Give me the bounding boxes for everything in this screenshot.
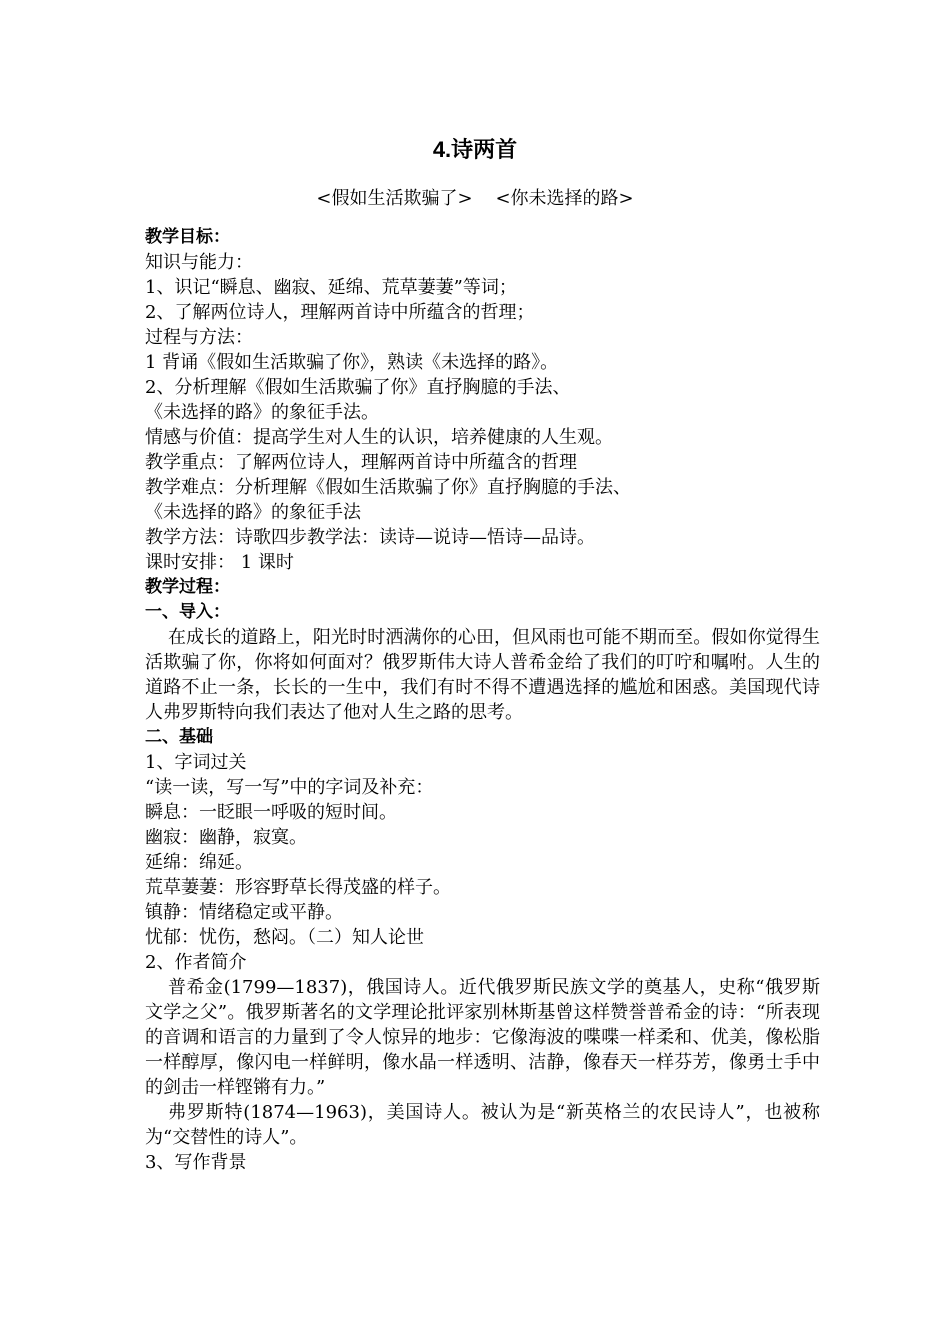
text-line: 情感与价值：提高学生对人生的认识，培养健康的人生观。 xyxy=(145,427,613,448)
text-line: 幽寂：幽静，寂寞。 xyxy=(145,827,307,848)
section-heading: 教学过程： xyxy=(145,577,230,597)
section-heading: 二、基础 xyxy=(145,727,213,747)
document-body xyxy=(145,225,820,1175)
text-line: 教学方法：诗歌四步教学法：读诗—说诗—悟诗—品诗。 xyxy=(145,527,595,548)
text-line: 《未选择的路》的象征手法。 xyxy=(145,402,379,423)
text-line: “读一读，写一写”中的字词及补充： xyxy=(145,777,434,798)
text-line: 忧郁：忧伤，愁闷。（二）知人论世 xyxy=(145,927,424,948)
text-line: 镇静：情绪稳定或平静。 xyxy=(145,902,343,923)
text-line: 过程与方法： xyxy=(145,327,253,348)
text-line: 教学难点：分析理解《假如生活欺骗了你》直抒胸臆的手法、 xyxy=(145,477,631,498)
text-line: 2、了解两位诗人，理解两首诗中所蕴含的哲理； xyxy=(145,302,535,323)
document-subtitle: <假如生活欺骗了> <你未选择的路> xyxy=(316,188,634,209)
background-heading: 3、写作背景 xyxy=(145,1152,247,1173)
pushkin-paragraph: 普希金(1799—1837)，俄国诗人。近代俄罗斯民族文学的奠基人，史称“俄罗斯文学之父”。俄罗斯著名的文学理论批评家别林斯基曾这样赞誉普希金的诗：“所表现的音调和语言的力量到了令人惊异的地步：它像海波的喋喋一样柔和、优美，像松脂一样醇厚，像闪电一样鲜明，像水晶一样透明、洁静，像春天一样芬芳，像勇士手中的剑击一样铿锵有力。” xyxy=(145,977,820,1098)
frost-paragraph: 弗罗斯特(1874—1963)，美国诗人。被认为是“新英格兰的农民诗人”，也被称为“交替性的诗人”。 xyxy=(145,1102,820,1148)
section-heading: 一、导入： xyxy=(145,602,230,622)
text-line: 1 背诵《假如生活欺骗了你》，熟读《未选择的路》。 xyxy=(145,352,559,373)
text-line: 1、识记“瞬息、幽寂、延绵、荒草萋萋”等词； xyxy=(145,277,517,298)
section-heading: 教学目标： xyxy=(145,227,230,247)
text-line: 2、作者简介 xyxy=(145,952,247,973)
text-line: 延绵：绵延。 xyxy=(145,852,253,873)
text-line: 2、分析理解《假如生活欺骗了你》直抒胸臆的手法、 xyxy=(145,377,571,398)
text-line: 荒草萋萋：形容野草长得茂盛的样子。 xyxy=(145,877,451,898)
text-line: 教学重点：了解两位诗人，理解两首诗中所蕴含的哲理 xyxy=(145,452,577,473)
text-line: 课时安排： 1 课时 xyxy=(145,552,294,573)
basics-section xyxy=(145,725,820,975)
intro-paragraph: 在成长的道路上，阳光时时洒满你的心田，但风雨也可能不期而至。假如你觉得生活欺骗了你，你将如何面对？俄罗斯伟大诗人普希金给了我们的叮咛和嘱咐。人生的道路不止一条，长长的一生中，我们有时不得不遭遇选择的尴尬和困惑。美国现代诗人弗罗斯特向我们表达了他对人生之路的思考。 xyxy=(145,627,820,723)
text-line: 1、字词过关 xyxy=(145,752,247,773)
text-line: 知识与能力： xyxy=(145,252,253,273)
document-title: 4.诗两首 xyxy=(432,137,518,162)
text-line: 瞬息：一眨眼一呼吸的短时间。 xyxy=(145,802,397,823)
text-line: 《未选择的路》的象征手法 xyxy=(145,502,361,523)
objectives-section xyxy=(145,225,820,625)
